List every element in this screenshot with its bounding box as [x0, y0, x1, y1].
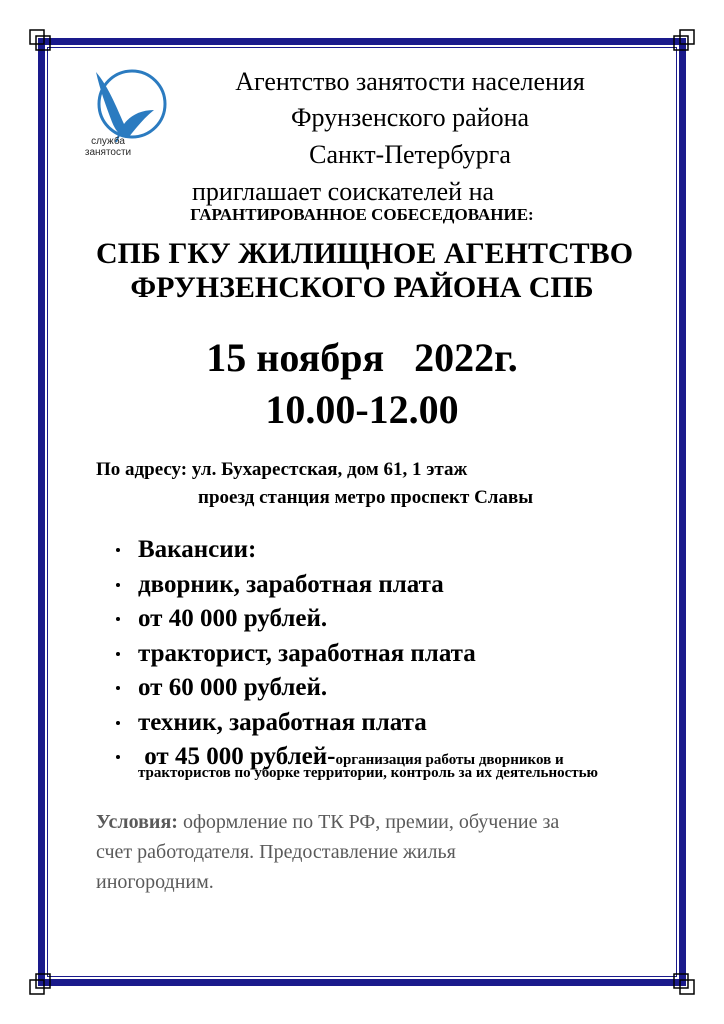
conditions-block — [96, 807, 676, 897]
corner-ornament-bottom-right — [656, 956, 696, 996]
agency-line-1: Агентство занятости населения — [235, 67, 585, 96]
list-item: тракторист, заработная плата — [112, 638, 564, 673]
agency-line-3: Санкт-Петербурга — [309, 140, 511, 169]
list-item: техник, заработная плата — [112, 707, 564, 742]
company-line-2: ФРУНЗЕНСКОГО РАЙОНА СПБ — [130, 271, 594, 304]
list-item: Вакансии: — [112, 534, 564, 569]
bullet-icon — [116, 548, 120, 552]
list-item: от 40 000 рублей. — [112, 603, 564, 638]
invite-text: приглашает соискателей на — [192, 177, 495, 206]
bullet-icon — [116, 721, 120, 725]
vacancy-list — [112, 534, 564, 776]
list-item: от 45 000 рублей-организация работы дворников и — [112, 741, 564, 776]
bullet-icon — [116, 617, 120, 621]
technician-note-start: организация работы дворников и — [335, 752, 564, 768]
event-date: 15 ноября 2022г. — [206, 335, 518, 380]
list-item: от 60 000 рублей. — [112, 672, 564, 707]
conditions-line-3: иногородним. — [96, 871, 214, 893]
address-line-1: По адресу: ул. Бухарестская, дом 61, 1 этаж — [96, 459, 468, 480]
corner-ornament-top-right — [656, 28, 696, 68]
conditions-label: Условия: — [96, 811, 178, 833]
conditions-line-1: Условия: оформление по ТК РФ, премии, обучение за — [96, 811, 560, 833]
agency-line-2: Фрунзенского района — [290, 103, 530, 132]
event-time: 10.00-12.00 — [265, 387, 459, 432]
guaranteed-interview-heading: ГАРАНТИРОВАННОЕ СОБЕСЕДОВАНИЕ: — [190, 205, 534, 224]
logo-line-1: служба — [91, 136, 125, 147]
bullet-icon — [116, 583, 120, 587]
bullet-icon — [116, 686, 120, 690]
technician-note-end: трактористов по уборке территории, контроль за их деятельностью — [138, 765, 599, 781]
logo-line-2: занятости — [84, 147, 132, 158]
list-item: дворник, заработная плата — [112, 569, 564, 604]
corner-ornament-top-left — [28, 28, 68, 68]
conditions-line-2: счет работодателя. Предоставление жилья — [96, 841, 456, 863]
corner-ornament-bottom-left — [28, 956, 68, 996]
bullet-icon — [116, 755, 120, 759]
bullet-icon — [116, 652, 120, 656]
company-line-1: СПБ ГКУ ЖИЛИЩНОЕ АГЕНТСТВО — [96, 237, 634, 270]
logo-caption — [68, 136, 148, 158]
address-line-2: проезд станция метро проспект Славы — [198, 487, 534, 508]
